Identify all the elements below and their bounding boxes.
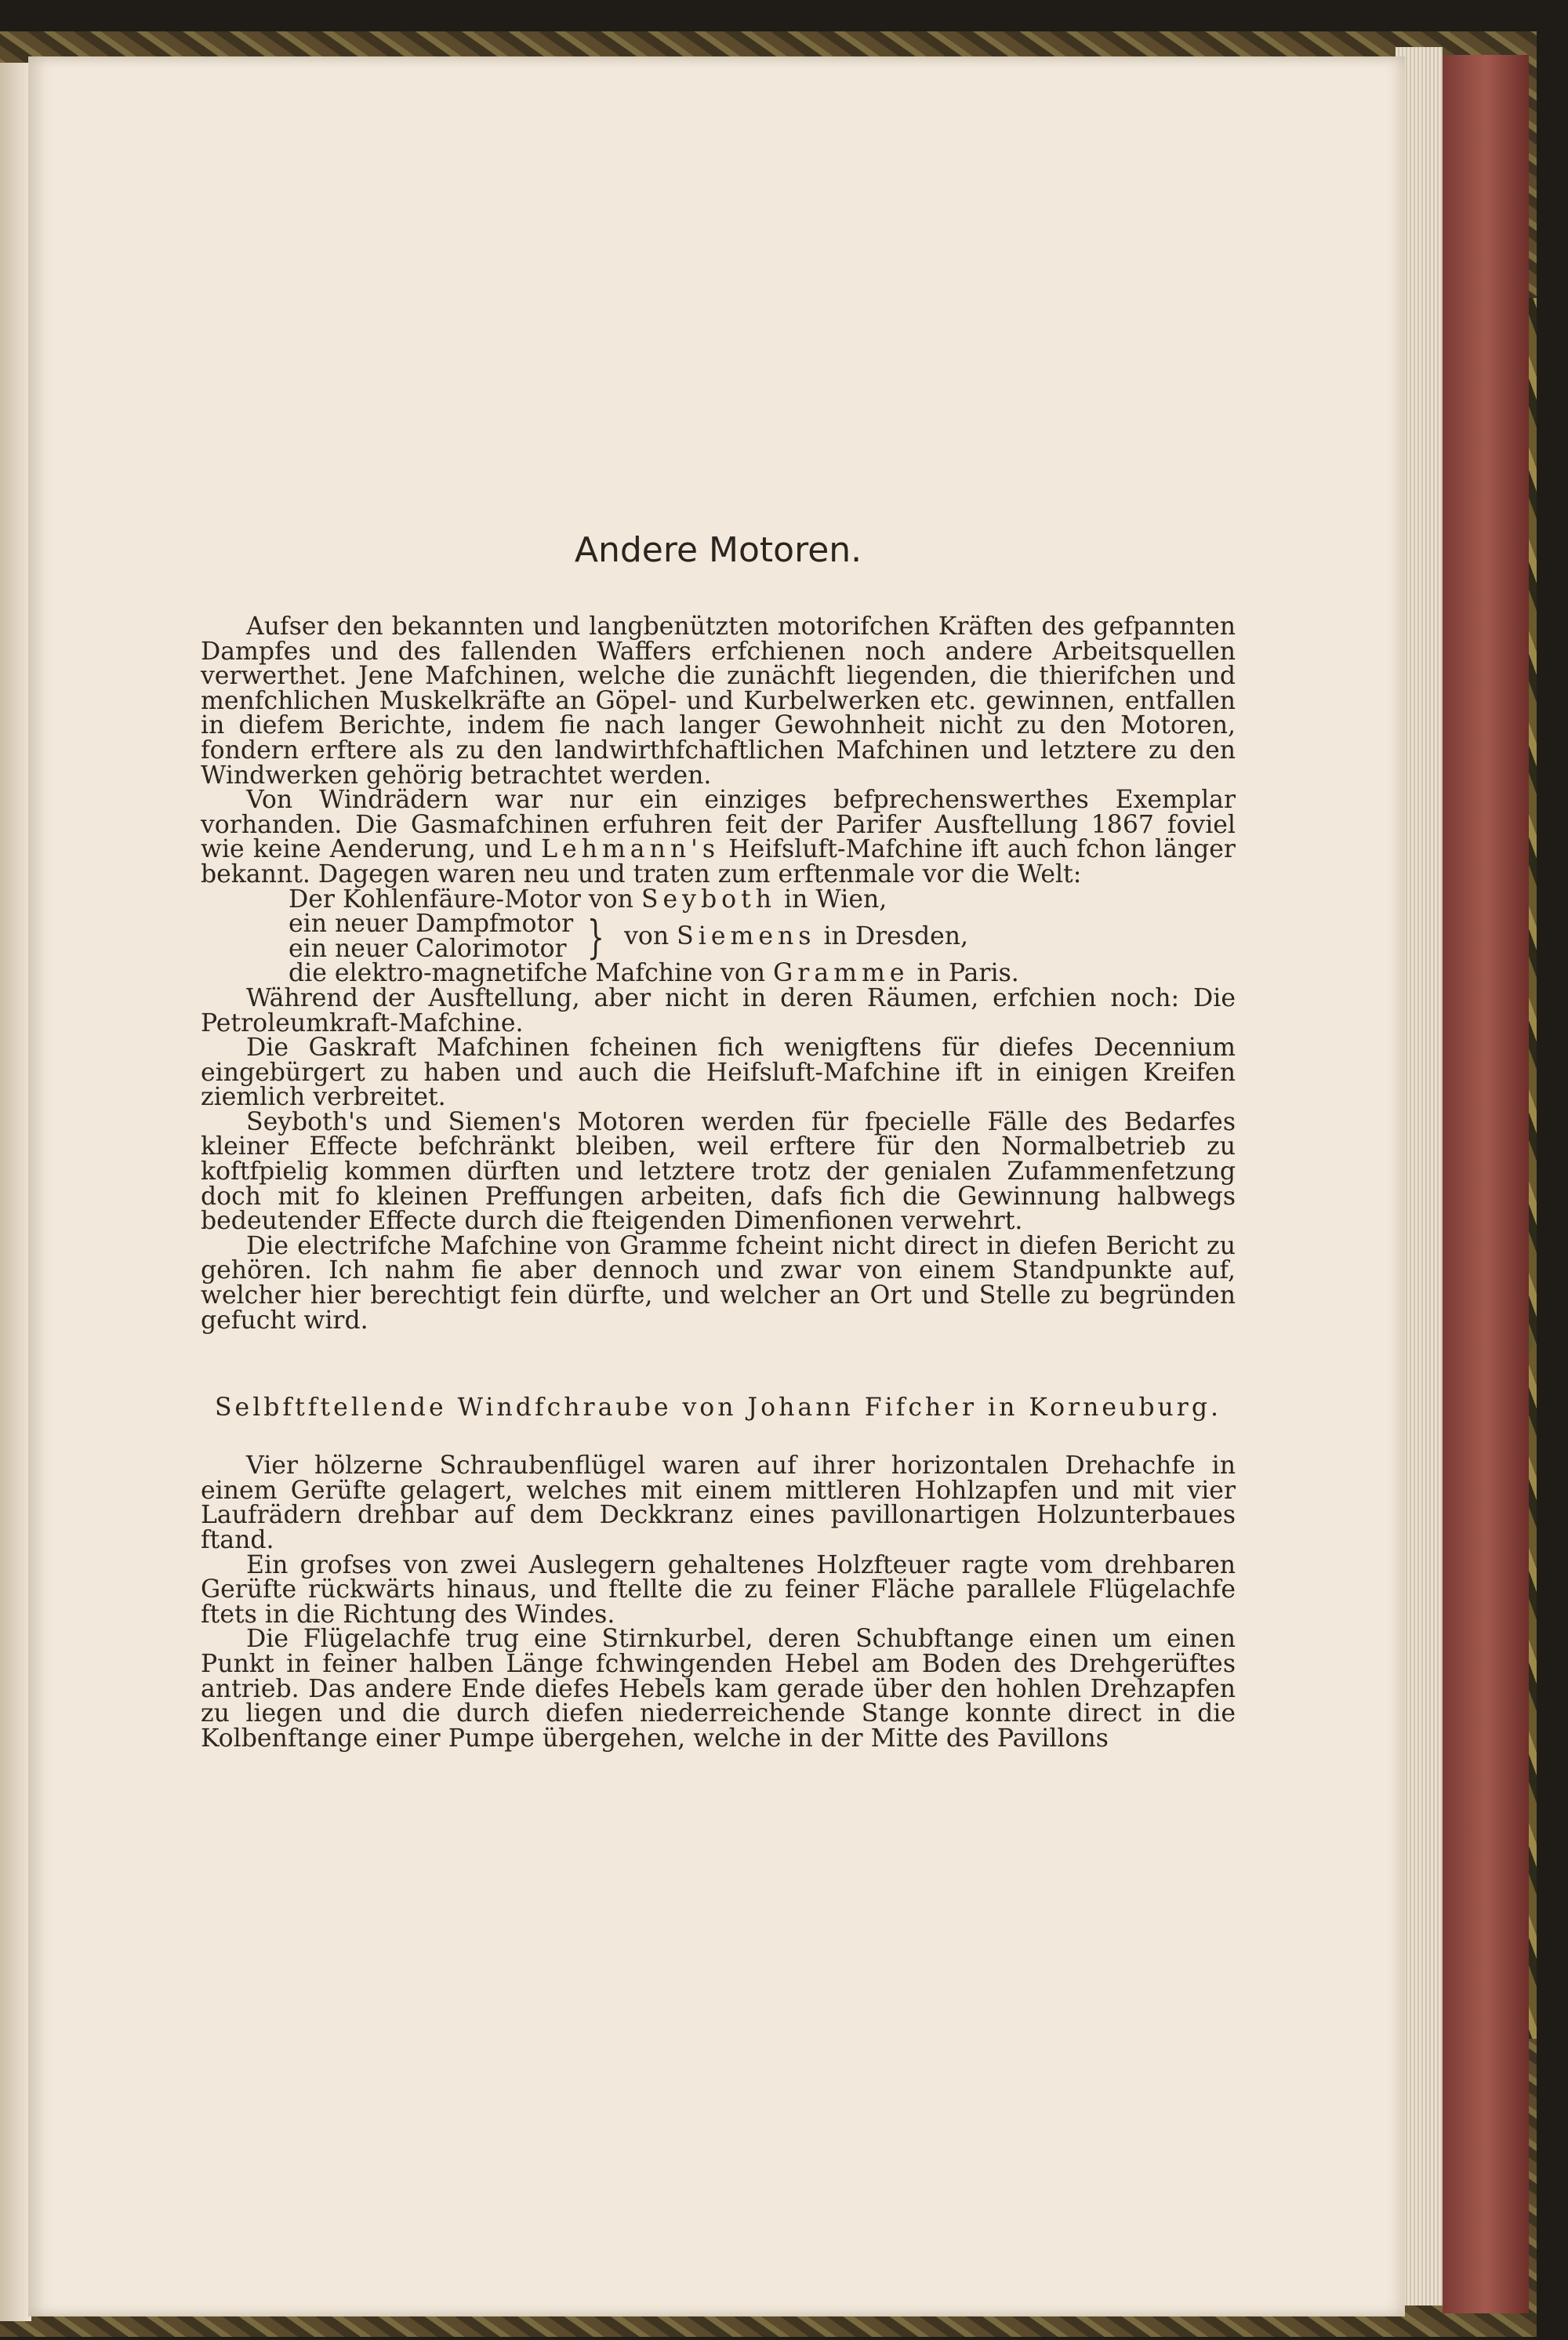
paragraph-5: Seyboth's und Siemen's Motoren werden für fpecielle Fälle des Bedarfes kleiner Effecte befchränkt bleiben, weil erftere für den Normalbetrieb zu koftfpielig kommen dürften und letztere trotz der genialen Zufammenfetzung doch mit fo kleinen Preffungen arbeiten, dafs fich die Gewinnung halbwegs bedeutender Effecte durch die fteigenden Dimenfionen verwehrt. xyxy=(201,1107,1236,1236)
list-item-dampfmotor: ein neuer Dampfmotor xyxy=(289,910,574,939)
paragraph-1: Aufser den bekannten und langbenützten motorifchen Kräften des gefpannten Dampfes und des fallenden Waffers erfchienen noch andere Arbeitsquellen verwerthet. Jene Mafchinen, welche die zunächft liegenden, die thierifchen und menfchlichen Muskelkräfte an Göpel- und Kurbelwerken etc. gewinnen, entfallen in diefem Berichte, indem fie nach langer Gewohnheit nicht zu den Motoren, fondern erftere als zu den landwirthfchaftlichen Mafchinen und letztere zu den Windwerken gehörig betrachtet werden. xyxy=(201,612,1236,790)
page-heading: Andere Motoren. xyxy=(574,530,862,570)
page-content xyxy=(201,527,1236,1751)
section-heading: Selbftftellende Windfchraube von Johann Fifcher in Korneuburg. xyxy=(214,1393,1222,1423)
paragraph-2-text-b: Heifsluft-Mafchine ift auch fchon länger bekannt. Dagegen waren neu und traten zum erftenmale vor die Welt: xyxy=(201,835,1236,888)
paragraph-4: Die Gaskraft Mafchinen fcheinen fich wenigftens für diefes Decennium eingebürgert zu haben und auch die Heifsluft-Mafchine ift in einigen Kreifen ziemlich verbreitet. xyxy=(201,1034,1236,1112)
list-item-siemens xyxy=(289,910,1236,964)
paragraph-6: Die electrifche Mafchine von Gramme fcheint nicht direct in diefen Bericht zu gehören. Ich nahm fie aber dennoch und zwar von einem Standpunkte auf, welcher hier berechtigt fein dürfte, und welcher an Ort und Stelle zu begründen gefucht wird. xyxy=(201,1231,1236,1335)
name-lehmann: Lehmann's xyxy=(541,835,720,864)
list-item-gramme xyxy=(289,961,1236,987)
brace-tail-text-b: in Dresden, xyxy=(815,921,969,950)
list-item-text: Der Kohlenfäure-Motor von xyxy=(289,885,641,914)
paragraph-2 xyxy=(201,788,1236,887)
list-item-text: die elektro-magnetifche Mafchine von xyxy=(289,959,774,988)
body-text xyxy=(201,612,1236,1335)
paragraph-3: Während der Ausftellung, aber nicht in deren Räumen, erfchien noch: Die Petroleumkraft-Mafchine. xyxy=(201,983,1236,1037)
name-siemens: Siemens xyxy=(677,921,816,950)
facing-page-edge xyxy=(0,63,31,2321)
section-paragraph-3: Die Flügelachfe trug eine Stirnkurbel, deren Schubftange einen um einen Punkt in feiner halben Länge fchwingenden Hebel am Boden des Drehgerüftes antrieb. Das andere Ende diefes Hebels kam gerade über den hohlen Drehzapfen zu liegen und die durch diefen niederreichende Stange konnte direct in die Kolbenftange einer Pumpe übergehen, welche in der Mitte des Pavillons xyxy=(201,1625,1236,1753)
section-paragraph-1: Vier hölzerne Schraubenflügel waren auf ihrer horizontalen Drehachfe in einem Gerüfte gelagert, welches mit einem mittleren Hohlzapfen und mit vier Laufrädern drehbar auf dem Deckkranz eines pavillonartigen Holzunterbaues ftand. xyxy=(201,1452,1236,1554)
book-spine xyxy=(1443,55,1529,2313)
section-body xyxy=(201,1454,1236,1751)
brace-group xyxy=(289,912,573,961)
brace-tail xyxy=(624,921,969,950)
motor-list xyxy=(289,885,1236,988)
section-paragraph-2: Ein grofses von zwei Auslegern gehaltenes Holzfteuer ragte vom drehbaren Gerüfte rückwärts hinaus, und ftellte die zu feiner Fläche parallele Flügelachfe ftets in die Richtung des Windes. xyxy=(201,1550,1236,1629)
name-seyboth: Seyboth xyxy=(641,885,777,914)
list-item-calorimotor: ein neuer Calorimotor xyxy=(289,934,567,963)
brace-symbol: } xyxy=(586,910,605,964)
brace-tail-text: von xyxy=(624,921,677,950)
list-item-text-tail: in Wien, xyxy=(776,885,887,914)
paragraph-2-text-a: Von Windrädern war nur ein einziges befprechenswerthes Exemplar vorhanden. Die Gasmafchinen erfuhren feit der Parifer Ausftellung 1867 foviel wie keine Aenderung, und xyxy=(201,786,1236,864)
book-page xyxy=(28,56,1405,2316)
list-item-kohlensaeure xyxy=(289,885,1236,914)
name-gramme: Gramme xyxy=(773,959,909,988)
list-item-text-tail: in Paris. xyxy=(909,959,1019,988)
